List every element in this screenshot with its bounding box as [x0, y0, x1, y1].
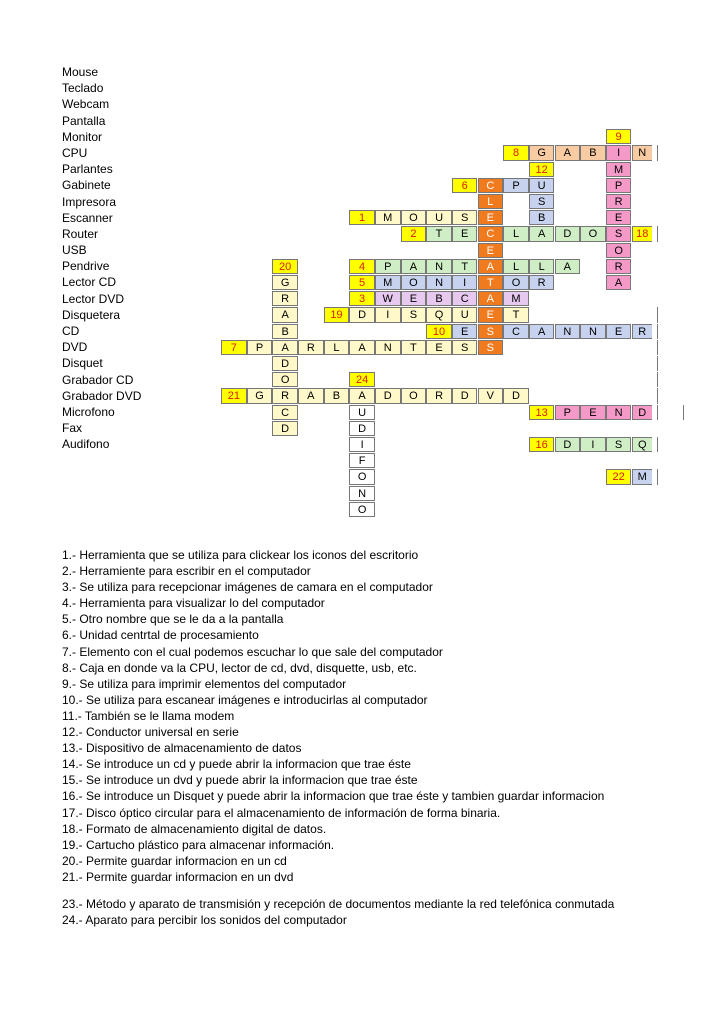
letter-cell: A: [529, 324, 555, 339]
clue-number-cell: 8: [503, 145, 529, 160]
letter-cell: C: [478, 226, 504, 241]
letter-cell: S: [478, 340, 504, 355]
word-list-item: USB: [62, 243, 87, 258]
clue-number-cell: 13: [529, 405, 555, 420]
letter-cell: N: [426, 275, 452, 290]
letter-cell: I: [349, 437, 375, 452]
clue-number-cell: 12: [529, 162, 555, 177]
letter-cell: E: [452, 226, 478, 241]
clue-item: 6.- Unidad centrtal de procesamiento: [62, 628, 259, 643]
letter-cell: G: [272, 275, 298, 290]
letter-cell: R: [426, 388, 452, 403]
letter-cell: S: [452, 210, 478, 225]
letter-cell: A: [298, 388, 324, 403]
letter-cell: G: [529, 145, 555, 160]
letter-cell: S: [606, 226, 632, 241]
letter-cell: [657, 324, 658, 339]
word-list-item: Microfono: [62, 404, 115, 419]
clue-number-cell: [657, 307, 658, 322]
clue-item: 4.- Herramienta para visualizar lo del computador: [62, 596, 325, 611]
word-list-item: Mouse: [62, 65, 99, 79]
letter-cell: T: [401, 340, 427, 355]
word-list-item: Fax: [62, 421, 83, 436]
letter-cell: N: [349, 486, 375, 501]
letter-cell: [657, 405, 658, 420]
letter-cell: M: [375, 275, 401, 290]
clue-item: [62, 885, 614, 896]
letter-cell: D: [375, 388, 401, 403]
clue-item: 20.- Permite guardar informacion en un cd: [62, 853, 287, 868]
letter-cell: D: [632, 405, 653, 420]
letter-cell: A: [272, 307, 298, 322]
letter-cell: I: [375, 307, 401, 322]
letter-cell: C: [503, 324, 529, 339]
letter-cell: U: [349, 405, 375, 420]
letter-cell: O: [401, 210, 427, 225]
clue-item: 2.- Herramiente para escribir en el computador: [62, 564, 311, 579]
letter-cell: A: [349, 388, 375, 403]
letter-cell: O: [272, 372, 298, 387]
word-list-item: Disquet: [62, 356, 103, 371]
letter-cell: L: [324, 340, 350, 355]
letter-cell: Q: [632, 437, 653, 452]
clue-item: 24.- Aparato para percibir los sonidos del computador: [62, 913, 347, 928]
word-list-item: DVD: [62, 340, 88, 355]
letter-cell: O: [503, 275, 529, 290]
letter-cell: M: [606, 162, 632, 177]
letter-cell: W: [375, 291, 401, 306]
letter-cell: O: [401, 388, 427, 403]
letter-cell: C: [272, 405, 298, 420]
letter-cell: O: [606, 243, 632, 258]
letter-cell: A: [555, 259, 581, 274]
letter-cell: F: [349, 453, 375, 468]
clue-number-cell: 6: [452, 178, 478, 193]
letter-cell: R: [529, 275, 555, 290]
clue-item: 19.- Cartucho plástico para almacenar información.: [62, 837, 335, 852]
letter-cell: E: [478, 307, 504, 322]
letter-cell: [657, 372, 658, 387]
letter-cell: S: [478, 324, 504, 339]
letter-cell: O: [580, 226, 606, 241]
letter-cell: D: [555, 437, 581, 452]
letter-cell: U: [452, 307, 478, 322]
word-list-item: Escanner: [62, 210, 113, 225]
word-list-item: Parlantes: [62, 162, 113, 177]
letter-cell: M: [375, 210, 401, 225]
word-list-item: Webcam: [62, 97, 110, 112]
clue-item: 14.- Se introduce un cd y puede abrir la informacion que trae éste: [62, 757, 411, 772]
letter-cell: D: [555, 226, 581, 241]
letter-cell: B: [580, 145, 606, 160]
letter-cell: N: [555, 324, 581, 339]
word-list-item: Lector CD: [62, 275, 117, 290]
clue-item: 10.- Se utiliza para escanear imágenes e introducirlas al computador: [62, 692, 428, 707]
clue-number-cell: 20: [272, 259, 298, 274]
letter-cell: E: [580, 405, 606, 420]
letter-cell: E: [426, 340, 452, 355]
letter-cell: A: [349, 340, 375, 355]
letter-cell: E: [478, 210, 504, 225]
letter-cell: T: [503, 307, 529, 322]
clue-number-cell: 7: [221, 340, 247, 355]
clue-number-cell: 22: [606, 469, 632, 484]
letter-cell: R: [272, 388, 298, 403]
word-list-item: CPU: [62, 145, 88, 160]
letter-cell: L: [503, 259, 529, 274]
letter-cell: C: [478, 178, 504, 193]
letter-cell: [657, 437, 658, 452]
letter-cell: E: [401, 291, 427, 306]
clue-item: 15.- Se introduce un dvd y puede abrir la informacion que trae éste: [62, 773, 418, 788]
clue-item: 11.- También se le llama modem: [62, 708, 235, 723]
word-list-item: Gabinete: [62, 178, 111, 193]
letter-cell: M: [632, 469, 653, 484]
letter-cell: R: [632, 324, 653, 339]
clue-number-cell: 1: [349, 210, 375, 225]
letter-cell: P: [606, 178, 632, 193]
letter-cell: P: [375, 259, 401, 274]
letter-cell: [683, 405, 684, 420]
letter-cell: S: [606, 437, 632, 452]
letter-cell: B: [324, 388, 350, 403]
word-list-item: Disquetera: [62, 307, 121, 322]
letter-cell: E: [478, 243, 504, 258]
letter-cell: E: [452, 324, 478, 339]
letter-cell: A: [401, 259, 427, 274]
word-list-item: Router: [62, 226, 99, 241]
letter-cell: N: [375, 340, 401, 355]
word-list-item: Lector DVD: [62, 291, 125, 306]
letter-cell: B: [426, 291, 452, 306]
letter-cell: A: [555, 145, 581, 160]
clue-item: 18.- Formato de almacenamiento digital de datos.: [62, 821, 327, 836]
letter-cell: E: [606, 324, 632, 339]
letter-cell: A: [529, 226, 555, 241]
letter-cell: B: [529, 210, 555, 225]
letter-cell: R: [606, 259, 632, 274]
word-list-item: Audifono: [62, 437, 110, 452]
letter-cell: D: [349, 307, 375, 322]
letter-cell: I: [452, 275, 478, 290]
clue-number-cell: 16: [529, 437, 555, 452]
letter-cell: S: [452, 340, 478, 355]
clue-item: 16.- Se introduce un Disquet y puede abrir la informacion que trae éste y tambien guardar informacion: [62, 789, 605, 804]
letter-cell: V: [478, 388, 504, 403]
letter-cell: P: [247, 340, 273, 355]
letter-cell: T: [478, 275, 504, 290]
letter-cell: L: [503, 226, 529, 241]
letter-cell: R: [272, 291, 298, 306]
letter-cell: R: [606, 194, 632, 209]
letter-cell: [657, 145, 658, 160]
letter-cell: A: [272, 340, 298, 355]
clue-number-cell: 24: [349, 372, 375, 387]
letter-cell: Q: [426, 307, 452, 322]
letter-cell: U: [529, 178, 555, 193]
clue-item: 9.- Se utiliza para imprimir elementos del computador: [62, 676, 347, 691]
word-list-item: Monitor: [62, 129, 103, 144]
clue-item: 23.- Método y aparato de transmisión y recepción de documentos mediante la red telefónica conmutada: [62, 896, 615, 911]
letter-cell: D: [452, 388, 478, 403]
clue-item: 3.- Se utiliza para recepcionar imágenes de camara en el computador: [62, 580, 433, 595]
letter-cell: D: [503, 388, 529, 403]
word-list-item: Teclado: [62, 81, 104, 96]
letter-cell: M: [503, 291, 529, 306]
word-list-item: Grabador DVD: [62, 388, 142, 403]
letter-cell: N: [632, 145, 653, 160]
word-list-item: Impresora: [62, 194, 117, 209]
clue-list: [62, 547, 614, 928]
word-list-item: CD: [62, 324, 80, 338]
letter-cell: P: [503, 178, 529, 193]
letter-cell: D: [349, 421, 375, 436]
letter-cell: T: [452, 259, 478, 274]
letter-cell: I: [606, 145, 632, 160]
clue-number-cell: 2: [401, 226, 427, 241]
clue-item: 1.- Herramienta que se utiliza para clickear los iconos del escritorio: [62, 548, 419, 562]
letter-cell: D: [272, 356, 298, 371]
letter-cell: G: [247, 388, 273, 403]
clue-number-cell: 19: [324, 307, 350, 322]
letter-cell: L: [529, 259, 555, 274]
clue-number-cell: 9: [606, 129, 632, 144]
clue-number-cell: 21: [221, 388, 247, 403]
clue-item: 13.- Dispositivo de almacenamiento de datos: [62, 741, 302, 756]
clue-number-cell: 10: [426, 324, 452, 339]
letter-cell: B: [272, 324, 298, 339]
word-list-item: Grabador CD: [62, 372, 134, 387]
letter-cell: I: [580, 437, 606, 452]
letter-cell: [657, 469, 658, 484]
letter-cell: N: [606, 405, 632, 420]
letter-cell: S: [401, 307, 427, 322]
word-list-item: Pantalla: [62, 113, 106, 128]
letter-cell: [657, 340, 658, 355]
letter-cell: R: [298, 340, 324, 355]
letter-cell: T: [426, 226, 452, 241]
letter-cell: O: [401, 275, 427, 290]
clue-number-cell: 3: [349, 291, 375, 306]
clue-number-cell: 4: [349, 259, 375, 274]
letter-cell: D: [272, 421, 298, 436]
letter-cell: N: [580, 324, 606, 339]
clue-item: 5.- Otro nombre que se le da a la pantalla: [62, 612, 284, 627]
clue-item: 21.- Permite guardar informacion en un dvd: [62, 869, 294, 884]
clue-item: 12.- Conductor universal en serie: [62, 725, 239, 740]
clue-item: 8.- Caja en donde va la CPU, lector de cd, dvd, disquette, usb, etc.: [62, 660, 417, 675]
letter-cell: O: [349, 469, 375, 484]
letter-cell: A: [606, 275, 632, 290]
letter-cell: [657, 388, 658, 403]
letter-cell: O: [349, 502, 375, 517]
letter-cell: N: [426, 259, 452, 274]
word-list-item: Pendrive: [62, 259, 110, 274]
letter-cell: C: [452, 291, 478, 306]
letter-cell: A: [478, 259, 504, 274]
clue-number-cell: 5: [349, 275, 375, 290]
letter-cell: P: [555, 405, 581, 420]
clue-item: 17.- Disco óptico circular para el almacenamiento de información de forma binaria.: [62, 805, 501, 820]
letter-cell: [657, 356, 658, 371]
letter-cell: L: [478, 194, 504, 209]
letter-cell: E: [606, 210, 632, 225]
letter-cell: A: [478, 291, 504, 306]
letter-cell: S: [529, 194, 555, 209]
clue-number-cell: 18: [632, 226, 653, 241]
letter-cell: U: [426, 210, 452, 225]
letter-cell: [657, 226, 658, 241]
clue-item: 7.- Elemento con el cual podemos escuchar lo que sale del computador: [62, 644, 443, 659]
